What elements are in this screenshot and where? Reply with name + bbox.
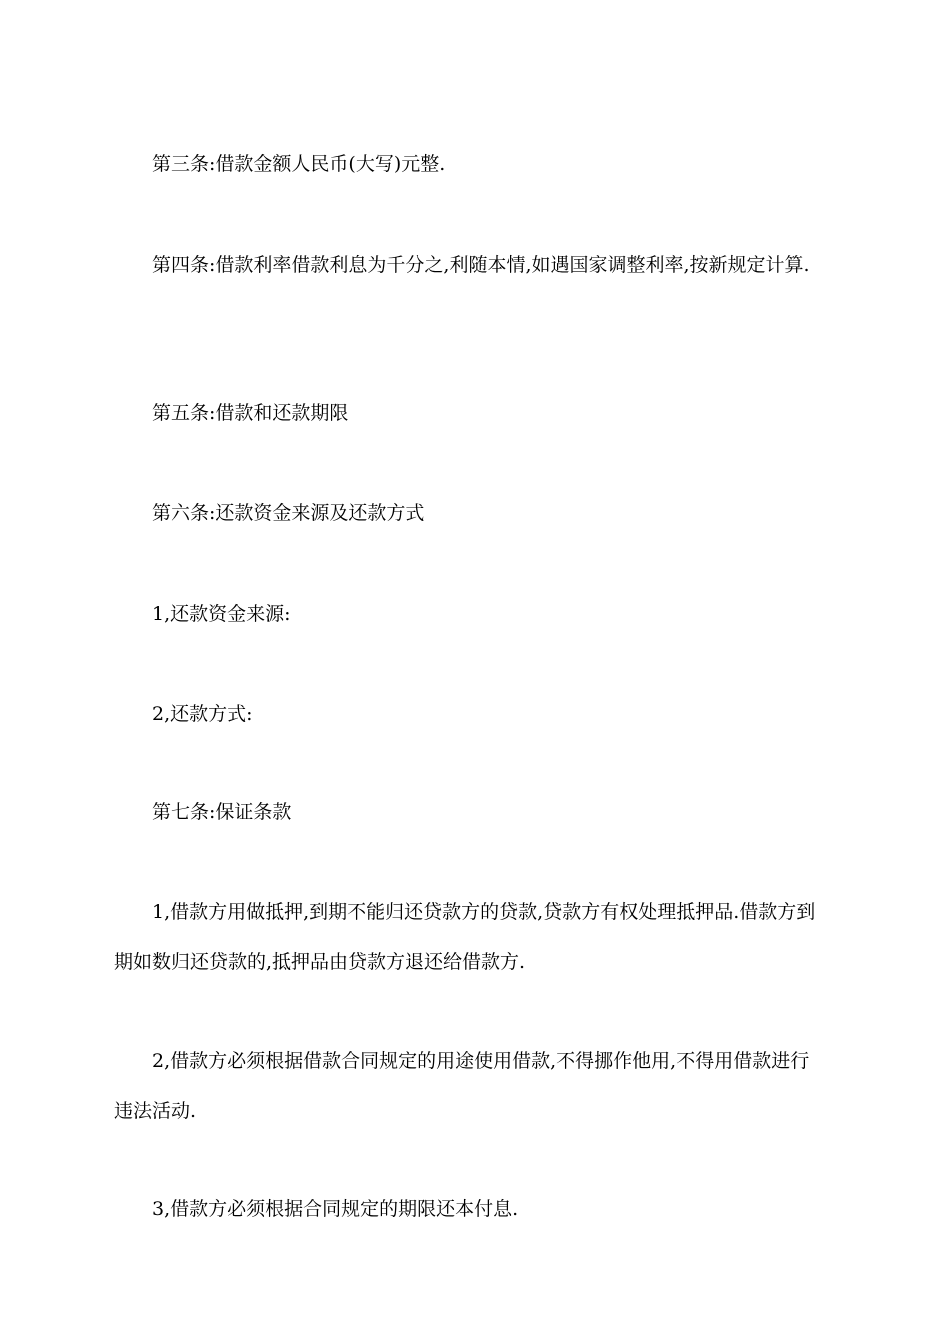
guarantee-item-1-line-2: 期如数归还贷款的,抵押品由贷款方退还给借款方. (114, 951, 526, 973)
clause-7-guarantee: 第七条:保证条款 (152, 801, 292, 823)
clause-4-interest-rate: 第四条:借款利率借款利息为千分之,利随本情,如遇国家调整利率,按新规定计算. (152, 254, 810, 276)
repayment-source: 1,还款资金来源: (152, 603, 291, 625)
guarantee-item-2-line-2: 违法活动. (114, 1100, 197, 1122)
guarantee-item-3: 3,借款方必须根据合同规定的期限还本付息. (152, 1198, 519, 1220)
guarantee-item-1-line-1: 1,借款方用做抵押,到期不能归还贷款方的贷款,贷款方有权处理抵押品.借款方到 (152, 901, 816, 923)
clause-5-loan-term: 第五条:借款和还款期限 (152, 402, 349, 424)
repayment-method: 2,还款方式: (152, 703, 253, 725)
clause-6-repayment: 第六条:还款资金来源及还款方式 (152, 502, 425, 524)
clause-3-loan-amount: 第三条:借款金额人民币(大写)元整. (152, 153, 446, 175)
guarantee-item-2-line-1: 2,借款方必须根据借款合同规定的用途使用借款,不得挪作他用,不得用借款进行 (152, 1050, 810, 1072)
